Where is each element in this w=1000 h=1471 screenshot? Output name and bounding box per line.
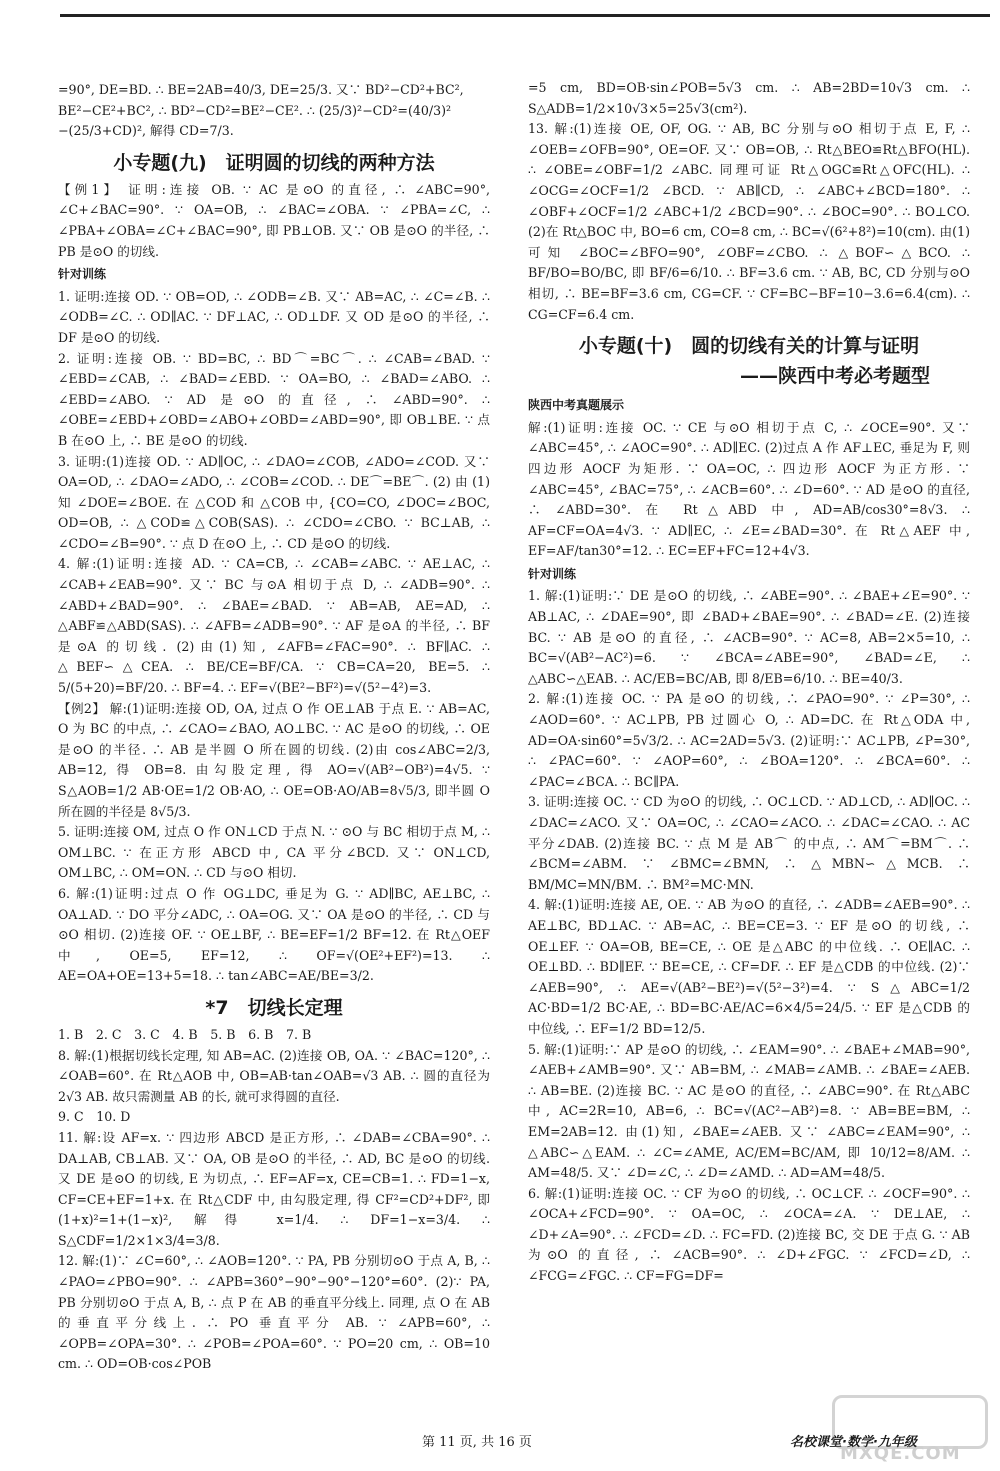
page-number: 第 11 页, 共 16 页 xyxy=(422,1435,532,1450)
section-heading: *7 切线长定理 xyxy=(205,996,343,1019)
answer-item: 【例2】 解:(1)证明:连接 OD, OA, 过点 O 作 OE⊥AB 于点 E. ∵ AB=AC, O 为 BC 的中点, ∴ ∠CAO=∠BAO, AO⊥BC. ∵ AC 是⊙O 的切线, ∴ OE 是⊙O 的半径. ∴ AB 是半圆 O 所在圆的切线. (2)由 cos∠ABC=2/3, AB=12, 得 OB=8. 由勾股定理, 得 AO=√(AB²−OB²)=4√5. ∵ S△AOB=1/2 AB·OE=1/2 OB·AO, ∴ OE=OB·AO/AB=8√5/3, 即半圆 O 所在圆的半径是 8√5/3. xyxy=(58,700,490,819)
answer-item: 3. 证明:(1)连接 OD. ∵ AD∥OC, ∴ ∠DAO=∠COB, ∠ADO=∠COD. 又∵ OA=OD, ∴ ∠DAO=∠ADO, ∴ ∠COB=∠COD. ∴ DE⌒=BE⌒. (2) 由 (1) 知 ∠DOE=∠BOE. 在 △COD 和 △COB 中, {CO=CO, ∠DOC=∠BOC, OD=OB, ∴ △COD≌△COB(SAS). ∴ ∠CDO=∠CBO. ∵ BC⊥AB, ∴ ∠CDO=∠B=90°. ∵ 点 D 在⊙O 上, ∴ CD 是⊙O 的切线. xyxy=(58,453,490,551)
top-rule xyxy=(60,14,990,17)
watermark xyxy=(832,1395,982,1465)
answer-item: 6. 解:(1)证明:连接 OC. ∵ CF 为⊙O 的切线, ∴ OC⊥CF. ∴ ∠OCF=90°. ∴ ∠OCA+∠FCD=90°. ∵ OA=OC, ∴ ∠OCA=∠A. ∵ DE⊥AE, ∴ ∠D+∠A=90°. ∴ ∠FCD=∠D. ∴ FC=FD. (2)连接 BC, 交 DE 于点 G. ∵ AB 为⊙O 的直径, ∴ ∠ACB=90°. ∴ ∠D+∠FGC. ∵ ∠FCD=∠D, ∴ ∠FCG=∠FGC. ∴ CF=FG=DF= xyxy=(528,1185,970,1284)
answer-item: 9. C 10. D xyxy=(58,1109,131,1125)
answer-item: 12. 解:(1)∵ ∠C=60°, ∴ ∠AOB=120°. ∵ PA, PB 分别切⊙O 于点 A, B, ∴ ∠PAO=∠PBO=90°. ∴ ∠APB=360°−90°−90°−120°=60°. (2)∵ PA, PB 分别切⊙O 于点 A, B, ∴ 点 P 在 AB 的垂直平分线上. 同理, 点 O 在 AB 的垂直平分线上. ∴ PO 垂直平分 AB. ∵ ∠APB=60°, ∴ ∠OPB=∠OPA=30°. ∴ ∠POB=∠POA=60°. ∵ PO=20 cm, ∴ OB=10 cm. ∴ OD=OB·cos∠POB xyxy=(58,1253,490,1372)
answer-item: 11. 解:设 AF=x. ∵ 四边形 ABCD 是正方形, ∴ ∠DAB=∠CBA=90°. ∴ DA⊥AB, CB⊥AB. 又∵ OA, OB 是⊙O 的半径, ∴ AD, BC 是⊙O 的切线. 又 DE 是⊙O 的切线, E 为切点, ∴ EF=AF=x, CE=CB=1. ∴ FD=1−x, CF=CE+EF=1+x. 在 Rt△CDF 中, 由勾股定理, 得 CF²=CD²+DF², 即 (1+x)²=1+(1−x)², 解得 x=1/4. ∴ DF=1−x=3/4. ∴ S△CDF=1/2×1×3/4=3/8. xyxy=(58,1129,490,1248)
right-column xyxy=(528,78,970,1287)
watermark-url: MXQE.COM xyxy=(840,1443,961,1464)
exam-label: 陕西中考真题展示 xyxy=(528,398,625,413)
answer-item: 2. 解:(1)连接 OC. ∵ PA 是⊙O 的切线, ∴ ∠PAO=90°. ∵ ∠P=30°, ∴ ∠AOD=60°. ∵ AC⊥PB, PB 过圆心 O, ∴ AD=DC. 在 Rt△ODA 中, AD=OA·sin60°=5√3/2. ∴ AC=2AD=5√3. (2)证明:∵ AC⊥PB, ∠P=30°, ∴ ∠PAC=60°. ∵ ∠AOP=60°, ∴ ∠BOA=120°. ∴ ∠BCA=60°. ∴ ∠PAC=∠BCA. ∴ BC∥PA. xyxy=(528,691,970,789)
practice-label: 针对训练 xyxy=(528,566,577,581)
answer-item: 1. 证明:连接 OD. ∵ OB=OD, ∴ ∠ODB=∠B. 又∵ AB=AC, ∴ ∠C=∠B. ∴ ∠ODB=∠C. ∴ OD∥AC. ∵ DF⊥AC, ∴ OD⊥DF. 又 OD 是⊙O 的半径, ∴ DF 是⊙O 的切线. xyxy=(58,288,490,345)
answer-item: 5. 解:(1)证明:∵ AP 是⊙O 的切线, ∴ ∠EAM=90°. ∴ ∠BAE+∠MAB=90°, ∠AEB+∠AMB=90°. 又∵ AB=BM, ∴ ∠MAB=∠AMB. ∴ ∠BAE=∠AEB. ∴ AB=BE. (2)连接 BC. ∵ AC 是⊙O 的直径, ∴ ∠ABC=90°. 在 Rt△ABC 中, AC=2R=10, AB=6, ∴ BC=√(AC²−AB²)=8. ∵ AB=BE=BM, ∴ EM=2AB=12. 由(1)知, ∠BAE=∠AEB. 又∵ ∠ABC=∠EAM=90°, ∴ △ABC∽△EAM. ∴ ∠C=∠AME, AC/EM=BC/AM, 即 10/12=8/AM. ∴ AM=48/5. 又∵ ∠D=∠C, ∴ ∠D=∠AMD. ∴ AD=AM=48/5. xyxy=(528,1041,970,1181)
answer-item: 1. 解:(1)证明:∵ DE 是⊙O 的切线, ∴ ∠ABE=90°. ∴ ∠BAE+∠E=90°. ∵ AB⊥AC, ∴ ∠DAE=90°, 即 ∠BAD+∠BAE=90°. ∴ ∠BAD=∠E. (2)连接 BC. ∵ AB 是⊙O 的直径, ∴ ∠ACB=90°. ∵ AC=8, AB=2×5=10, ∴ BC=√(AB²−AC²)=6. ∵ ∠BCA=∠ABE=90°, ∠BAD=∠E, ∴ △ABC∽△EAB. ∴ AC/EB=BC/AB, 即 8/EB=6/10. ∴ BE=40/3. xyxy=(528,588,970,686)
answer-item: 解:(1)证明:连接 OC. ∵ CE 与⊙O 相切于点 C, ∴ ∠OCE=90°. 又∵ ∠ABC=45°, ∴ ∠AOC=90°. ∴ AD∥EC. (2)过点 A 作 AF⊥EC, 垂足为 F, 则四边形 AOCF 为矩形. ∵ OA=OC, ∴ 四边形 AOCF 为正方形. ∵ ∠ABC=45°, ∠BAC=75°, ∴ ∠ACB=60°. ∴ ∠D=60°. ∵ AD 是⊙O 的直径, ∴ ∠ABD=30°. 在 Rt△ABD 中, AD=AB/cos30°=8√3. ∴ AF=CF=OA=4√3. ∵ AD∥EC, ∴ ∠E=∠BAD=30°. 在 Rt△AEF 中, EF=AF/tan30°=12. ∴ EC=EF+FC=12+4√3. xyxy=(528,419,970,559)
left-column xyxy=(58,80,490,1375)
answer-item: 2. 证明:连接 OB. ∵ BD=BC, ∴ BD⌒=BC⌒. ∴ ∠CAB=∠BAD. ∵ ∠EBD=∠CAB, ∴ ∠BAD=∠EBD. ∵ OA=BO, ∴ ∠BAD=∠ABO. ∴ ∠EBD=∠ABO. ∵ AD 是⊙O 的直径, ∴ ∠ABD=90°. ∴ ∠OBE=∠EBD+∠OBD=∠ABO+∠OBD=∠ABD=90°, 即 OB⊥BE. ∵ 点 B 在⊙O 上, ∴ BE 是⊙O 的切线. xyxy=(58,350,490,448)
answer-item: 3. 证明:连接 OC. ∵ CD 为⊙O 的切线, ∴ OC⊥CD. ∵ AD⊥CD, ∴ AD∥OC. ∴ ∠DAC=∠ACO. 又∵ OA=OC, ∴ ∠CAO=∠ACO. ∴ ∠DAC=∠CAO. ∴ AC 平分∠DAB. (2)连接 BC. ∵ 点 M 是 AB⌒ 的中点, ∴ AM⌒=BM⌒. ∴ ∠BCM=∠ABM. ∵ ∠BMC=∠BMN, ∴ △MBN∽△MCB. ∴ BM/MC=MN/BM. ∴ BM²=MC·MN. xyxy=(528,794,970,892)
book-title: 名校课堂·数学·九年级 xyxy=(790,1435,917,1450)
answer-block-a xyxy=(58,80,490,142)
answer-item: 6. 解:(1)证明:过点 O 作 OG⊥DC, 垂足为 G. ∵ AD∥BC, AE⊥BC, ∴ OA⊥AD. ∵ DO 平分∠ADC, ∴ OA=OG. 又∵ OA 是⊙O 的半径, ∴ CD 与⊙O 相切. (2)连接 OF. ∵ OE⊥BF, ∴ BE=EF=1/2 BF=12. 在 Rt△OEF 中, OE=5, EF=12, ∴ OF=√(OE²+EF²)=13. ∴ AE=OA+OE=13+5=18. ∴ tan∠ABC=AE/BE=3/2. xyxy=(58,885,490,984)
section-heading: 小专题(九) 证明圆的切线的两种方法 xyxy=(113,151,435,174)
practice-label: 针对训练 xyxy=(58,267,107,282)
example-answer: 【例1】 证明:连接 OB. ∵ AC 是⊙O 的直径, ∴ ∠ABC=90°, ∠C+∠BAC=90°. ∵ OA=OB, ∴ ∠BAC=∠OBA. ∵ ∠PBA=∠C, ∴ ∠PBA+∠OBA=∠C+∠BAC=90°, 即 PB⊥OB. 又∵ OB 是⊙O 的半径, ∴ PB 是⊙O 的切线. xyxy=(58,181,490,259)
answer-item: 1. B 2. C 3. C 4. B 5. B 6. B 7. B xyxy=(58,1026,312,1042)
answer-line: BE²−CE²+BC², ∴ BD²−CD²=BE²−CE². ∴ (25/3)²−CD²=(40/3)² xyxy=(58,102,452,118)
answer-item: 8. 解:(1)根据切线长定理, 知 AB=AC. (2)连接 OB, OA. ∵ ∠BAC=120°, ∴ ∠OAB=60°. 在 Rt△AOB 中, OB=AB·tan∠OAB=√3 AB. ∴ 圆的直径为 2√3 AB. 故只需测量 AB 的长, 就可求得圆的直径. xyxy=(58,1047,490,1104)
answer-line: =90°, DE=BD. ∴ BE=2AB=40/3, DE=25/3. 又∵ BD²−CD²+BC², xyxy=(58,82,464,97)
section-subheading: ——陕西中考必考题型 xyxy=(739,365,930,388)
watermark-badge-icon xyxy=(832,1395,988,1449)
answer-line: −(25/3+CD)², 解得 CD=7/3. xyxy=(58,123,234,139)
answer-item: 4. 解:(1)证明:连接 AE, OE. ∵ AB 为⊙O 的直径, ∴ ∠ADB=∠AEB=90°. ∴ AE⊥BC, BD⊥AC. ∵ AB=AC, ∴ BE=CE=3. ∵ EF 是⊙O 的切线, ∴ OE⊥EF. ∵ OA=OB, BE=CE, ∴ OE 是△ABC 的中位线. ∴ OE∥AC. ∴ OE⊥BD. ∴ BD∥EF. ∵ BE=CE, ∴ CF=DF. ∴ EF 是△CDB 的中位线. (2)∵ ∠AEB=90°, ∴ AE=√(AB²−BE²)=√(5²−3²)=4. ∵ S△ABC=1/2 AC·BD=1/2 BC·AE, ∴ BD=BC·AE/AC=6×4/5=24/5. ∵ EF 是△CDB 的中位线, ∴ EF=1/2 BD=12/5. xyxy=(528,897,970,1036)
section-heading: 小专题(十) 圆的切线有关的计算与证明 xyxy=(578,335,920,358)
answer-item: 4. 解:(1)证明:连接 AD. ∵ CA=CB, ∴ ∠CAB=∠ABC. ∵ AE⊥AC, ∴ ∠CAB+∠EAB=90°. 又∵ BC 与⊙A 相切于点 D, ∴ ∠ADB=90°. ∴ ∠ABD+∠BAD=90°. ∴ ∠BAE=∠BAD. ∵ AB=AB, AE=AD, ∴ △ABF≌△ABD(SAS). ∴ ∠AFB=∠ADB=90°. ∵ AF 是⊙A 的半径, ∴ BF 是⊙A 的切线. (2)由(1)知, ∠AFB=∠FAC=90°. ∴ BF∥AC. ∴ △BEF∽△CEA. ∴ BE/CE=BF/CA. ∵ CB=CA=20, BE=5. ∴ 5/(5+20)=BF/20. ∴ BF=4. ∴ EF=√(BE²−BF²)=√(5²−4²)=3. xyxy=(58,556,490,696)
answer-item: 13. 解:(1)连接 OE, OF, OG. ∵ AB, BC 分别与⊙O 相切于点 E, F, ∴ ∠OEB=∠OFB=90°, OE=OF. 又∵ OB=OB, ∴ Rt△BEO≌Rt△BFO(HL). ∴ ∠OBE=∠OBF=1/2 ∠ABC. 同理可证 Rt△OGC≌Rt△OFC(HL). ∴ ∠OCG=∠OCF=1/2 ∠BCD. ∵ AB∥CD, ∴ ∠ABC+∠BCD=180°. ∴ ∠OBF+∠OCF=1/2 ∠ABC+1/2 ∠BCD=90°. ∴ ∠BOC=90°. ∴ BO⊥CO. (2)在 Rt△BOC 中, BO=6 cm, CO=8 cm, ∴ BC=√(6²+8²)=10(cm). 由(1)可知 ∠BOC=∠BFO=90°, ∠OBF=∠CBO. ∴ △BOF∽△BCO. ∴ BF/BO=BO/BC, 即 BF/6=6/10. ∴ BF=3.6 cm. ∵ AB, BC, CD 分别与⊙O 相切, ∴ BE=BF=3.6 cm, CG=CF. ∵ CF=BC−BF=10−3.6=6.4(cm). ∴ CG=CF=6.4 cm. xyxy=(528,121,970,322)
answer-item: 5. 证明:连接 OM, 过点 O 作 ON⊥CD 于点 N. ∵ ⊙O 与 BC 相切于点 M, ∴ OM⊥BC. ∵ 在正方形 ABCD 中, CA 平分∠BCD. 又∵ ON⊥CD, OM⊥BC, ∴ OM=ON. ∴ CD 与⊙O 相切. xyxy=(58,824,490,881)
answer-item: =5 cm, BD=OB·sin∠POB=5√3 cm. ∴ AB=2BD=10√3 cm. ∴ S△ADB=1/2×10√3×5=25√3(cm²). xyxy=(528,80,970,116)
